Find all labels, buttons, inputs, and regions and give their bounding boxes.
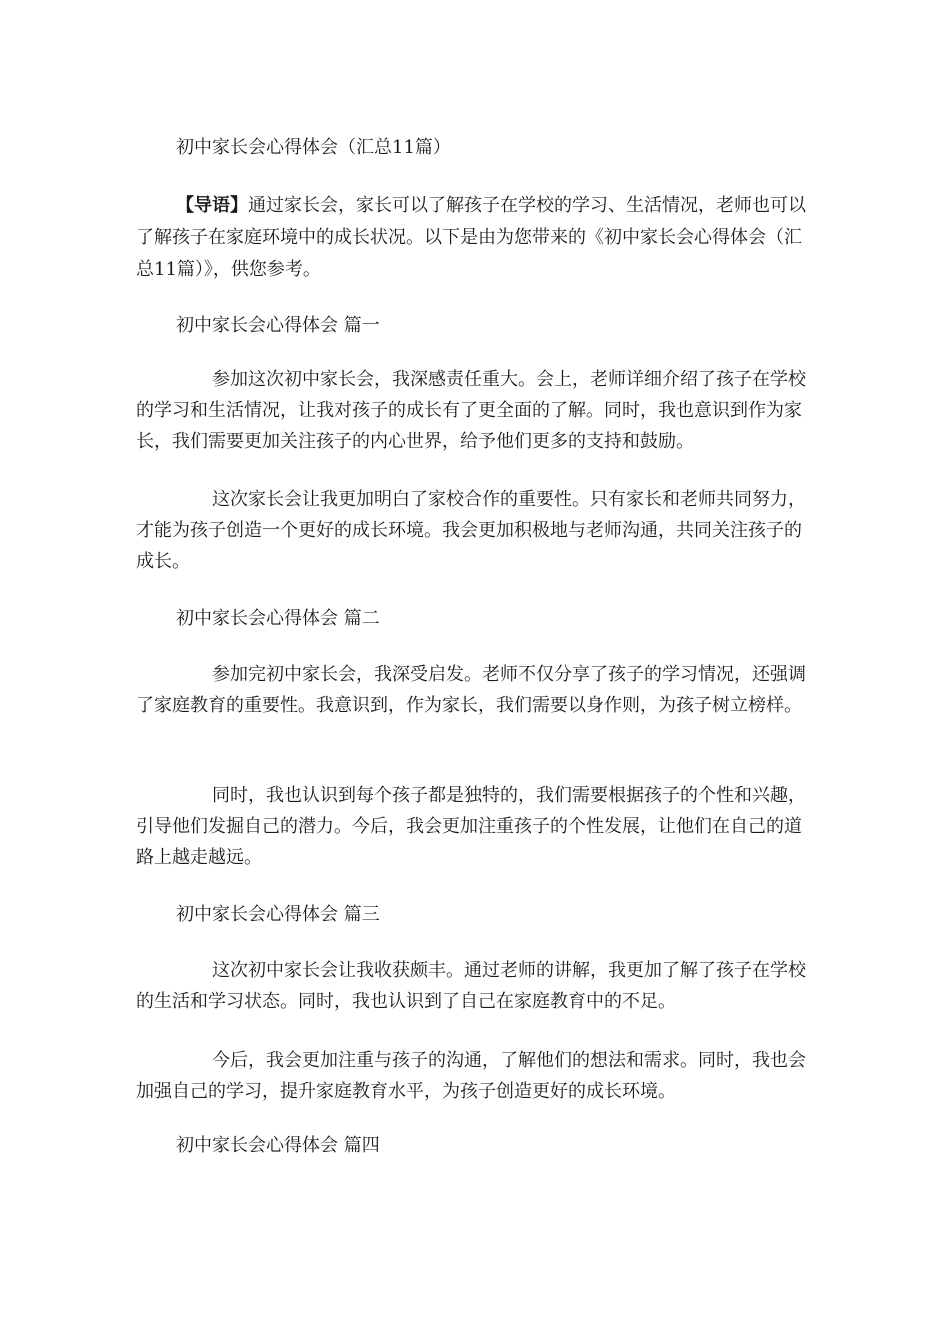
section-heading-4: 初中家长会心得体会 篇四: [176, 1135, 380, 1156]
section-heading-1: 初中家长会心得体会 篇一: [176, 315, 380, 336]
intro-text: 通过家长会，家长可以了解孩子在学校的学习、生活情况，老师也可以了解孩子在家庭环境中的成长状况。以下是由为您带来的《初中家长会心得体会（汇总11篇）》，供您参考。: [136, 195, 806, 280]
section-heading-3: 初中家长会心得体会 篇三: [176, 904, 380, 925]
section-3-paragraph-1: 这次初中家长会让我收获颇丰。通过老师的讲解，我更加了解了孩子在学校的生活和学习状态。同时，我也认识到了自己在家庭教育中的不足。: [136, 960, 806, 1012]
intro-paragraph: [136, 190, 808, 286]
section-3-paragraph-2: 今后，我会更加注重与孩子的沟通，了解他们的想法和需求。同时，我也会加强自己的学习，提升家庭教育水平，为孩子创造更好的成长环境。: [136, 1050, 806, 1102]
intro-tag: 【导语】: [176, 195, 248, 216]
section-2-paragraph-1: 参加完初中家长会，我深受启发。老师不仅分享了孩子的学习情况，还强调了家庭教育的重要性。我意识到，作为家长，我们需要以身作则，为孩子树立榜样。: [136, 664, 806, 716]
section-1-paragraph-2: 这次家长会让我更加明白了家校合作的重要性。只有家长和老师共同努力，才能为孩子创造一个更好的成长环境。我会更加积极地与老师沟通，共同关注孩子的成长。: [136, 489, 806, 572]
document-title: 初中家长会心得体会（汇总11篇）: [176, 137, 451, 158]
section-2-paragraph-2: 同时，我也认识到每个孩子都是独特的，我们需要根据孩子的个性和兴趣，引导他们发掘自己的潜力。今后，我会更加注重孩子的个性发展，让他们在自己的道路上越走越远。: [136, 785, 806, 868]
section-heading-2: 初中家长会心得体会 篇二: [176, 608, 380, 629]
section-1-paragraph-1: 参加这次初中家长会，我深感责任重大。会上，老师详细介绍了孩子在学校的学习和生活情况，让我对孩子的成长有了更全面的了解。同时，我也意识到作为家长，我们需要更加关注孩子的内心世界，给予他们更多的支持和鼓励。: [136, 369, 806, 452]
